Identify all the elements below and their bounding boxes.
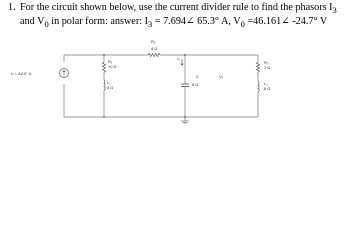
l1-label: L₁ xyxy=(107,80,111,85)
r3-label: R₃ xyxy=(264,60,269,65)
capacitor-c xyxy=(181,84,189,87)
i3-arrow xyxy=(181,59,183,65)
r1-label: R₁ xyxy=(108,59,113,64)
r2-value: 4 Ω xyxy=(151,46,158,51)
inductor-l1 xyxy=(104,80,105,90)
c-label: C xyxy=(196,74,199,79)
junction-dot xyxy=(184,116,186,118)
resistor-r1 xyxy=(102,62,105,72)
junction-dot xyxy=(103,54,105,56)
c-value: 8 Ω xyxy=(192,82,199,87)
resistor-r3 xyxy=(256,62,259,72)
ground-wire xyxy=(181,117,189,124)
junction-dot xyxy=(184,54,186,56)
l2-value: 8 Ω xyxy=(264,86,271,91)
source-label: Iₛ = 8∠0° A xyxy=(11,71,32,76)
i3-label: I₃ xyxy=(177,56,180,61)
r3-value: 7 Ω xyxy=(264,65,271,70)
vo-label: V₀ xyxy=(219,74,224,79)
question-number: 1. xyxy=(8,2,16,13)
l2-label: L₂ xyxy=(264,81,268,86)
r1-value: 10 Ω xyxy=(108,64,117,69)
question-line-1: 1. For the circuit shown below, use the current divider rule to find the phasors $I_3$ xyxy=(8,2,337,16)
inductor-l2 xyxy=(258,82,259,92)
top-wire xyxy=(64,55,258,117)
r2-label: R₂ xyxy=(151,39,156,44)
l1-value: 8 Ω xyxy=(107,85,114,90)
junction-dot xyxy=(103,116,105,118)
question-line-2: and $V_0$ in polar form: answer: $I_3$ = 7.694∠ 65.3° A, $V_0$ =46.161∠ -24.7° V xyxy=(20,16,328,30)
